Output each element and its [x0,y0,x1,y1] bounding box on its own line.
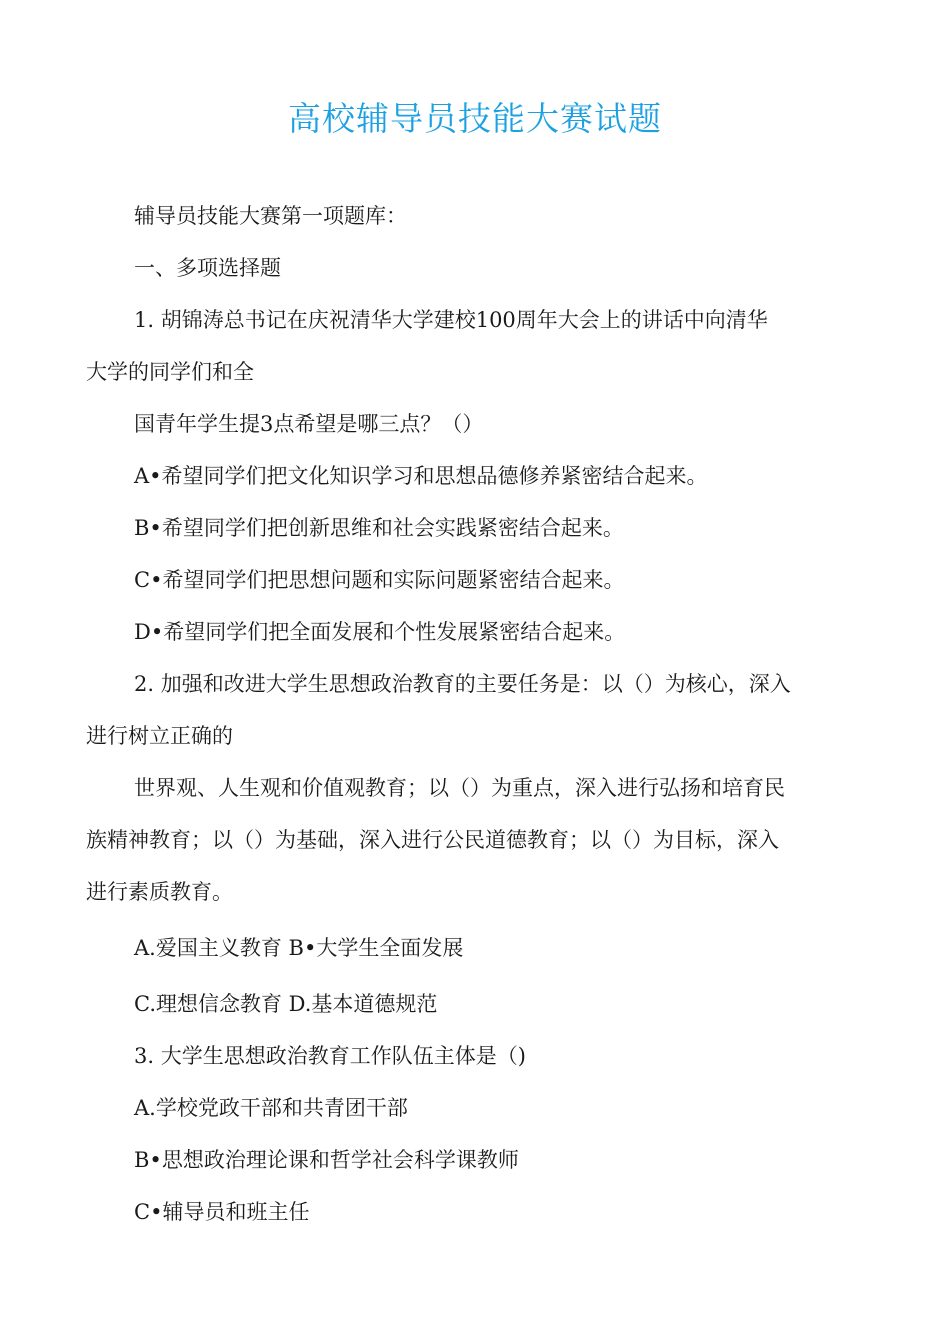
question-1-option-d: D•希望同学们把全面发展和个性发展紧密结合起来。 [134,620,626,644]
question-2-text: 2. 加强和改进大学生思想政治教育的主要任务是：以（）为核心，深入 [134,672,791,696]
question-2-options-ab: A.爱国主义教育 B•大学生全面发展 [134,936,464,960]
question-2-text-cont: 世界观、人生观和价值观教育；以（）为重点，深入进行弘扬和培育民 [134,776,785,800]
document-body [86,190,864,1238]
question-3-text: 3. 大学生思想政治教育工作队伍主体是（) [134,1044,526,1068]
question-1-text-cont: 国青年学生提3点希望是哪三点？（） [134,412,484,436]
question-3-option-b: B•思想政治理论课和哲学社会科学课教师 [134,1148,519,1172]
question-2-text-cont: 进行树立正确的 [86,724,233,748]
question-2-text-cont: 进行素质教育。 [86,880,233,904]
question-2-text-cont: 族精神教育；以（）为基础，深入进行公民道德教育；以（）为目标，深入 [86,828,779,852]
question-3-option-a: A.学校党政干部和共青团干部 [134,1096,408,1120]
question-type-heading: 一、多项选择题 [134,256,281,280]
question-1-option-a: A•希望同学们把文化知识学习和思想品德修养紧密结合起来。 [134,464,708,488]
question-3-option-c: C•辅导员和班主任 [134,1200,310,1224]
document-title: 高校辅导员技能大赛试题 [288,99,662,138]
question-2-options-cd: C.理想信念教育 D.基本道德规范 [134,992,438,1016]
question-1-option-b: B•希望同学们把创新思维和社会实践紧密结合起来。 [134,516,624,540]
question-1-option-c: C•希望同学们把思想问题和实际问题紧密结合起来。 [134,568,625,592]
question-1-text: 1. 胡锦涛总书记在庆祝清华大学建校100周年大会上的讲话中向清华 [134,308,768,332]
section-heading: 辅导员技能大赛第一项题库： [134,204,407,228]
question-1-text-cont: 大学的同学们和全 [86,360,254,384]
